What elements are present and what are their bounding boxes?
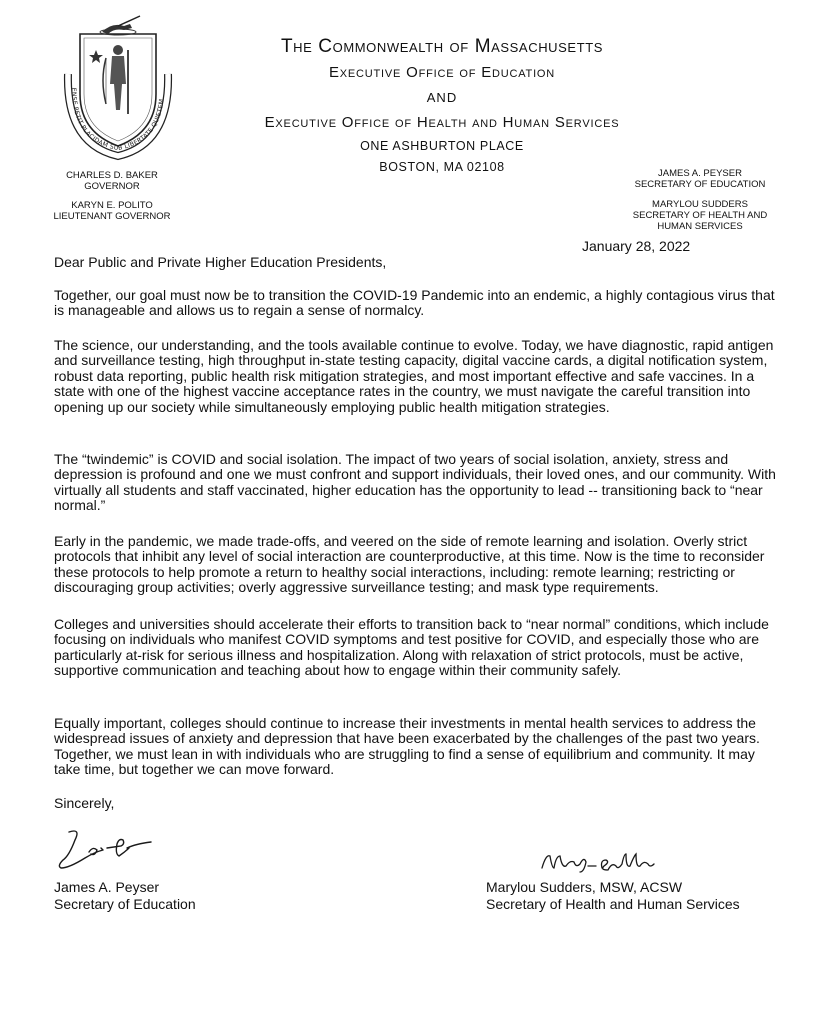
address-line1: ONE ASHBURTON PLACE — [360, 139, 524, 153]
signer-title: Secretary of Education — [54, 896, 196, 912]
body-paragraph-6 — [54, 716, 784, 778]
body-paragraph-3 — [54, 452, 784, 514]
paragraph-text: Early in the pandemic, we made trade-offs, and veered on the side of remote learning and isolation. Overly strict protocols that inhibit any level of social interaction are counterproductive, at this time. Now is the time to reconsider these protocols to help promote a return to healthy social interactions, including: remote learning; restricting or discouraging group activities; overly aggressive surveillance testing; and mask type requirements. — [54, 533, 765, 596]
body-paragraph-1 — [54, 288, 784, 319]
letter-date: January 28, 2022 — [582, 238, 691, 254]
seal-motto: ENSE PETIT PLACIDAM SUB LIBERTATE QUIETEM — [69, 87, 166, 153]
office-health-heading: Executive Office of Health and Human Services — [264, 114, 620, 131]
signer-peyser — [54, 879, 196, 913]
governor-block — [50, 170, 174, 192]
salutation: Dear Public and Private Higher Education Presidents, — [54, 254, 387, 270]
body-paragraph-2 — [54, 338, 784, 415]
paragraph-text: Equally important, colleges should continue to increase their investments in mental health services to address the widespread issues of anxiety and depression that have been exacerbated by the challenges of the past two years. Together, we must lean in with individuals who are struggling to find a sense of equilibrium and community. It may take time, but together we can move forward. — [54, 715, 760, 778]
massachusetts-seal-icon — [62, 14, 174, 164]
official-name: JAMES A. PEYSER — [658, 168, 742, 179]
lieutenant-governor-block — [50, 200, 174, 222]
paragraph-text: The “twindemic” is COVID and social isolation. The impact of two years of social isolation, anxiety, stress and depression is profound and one we must confront and support individuals, their loved ones, and our community. With virtually all students and staff vaccinated, higher education has the opportunity to lead -- transitioning back to “near normal.” — [54, 451, 776, 514]
official-title: GOVERNOR — [84, 181, 140, 192]
official-title: HUMAN SERVICES — [657, 221, 743, 232]
office-education-heading: Executive Office of Education — [328, 64, 556, 81]
paragraph-text: Together, our goal must now be to transition the COVID-19 Pandemic into an endemic, a highly contagious virus that is manageable and allows us to regain a sense of normalcy. — [54, 287, 775, 319]
signer-sudders — [486, 879, 740, 913]
signer-name: James A. Peyser — [54, 879, 160, 895]
address-line2: BOSTON, MA 02108 — [379, 160, 505, 174]
body-paragraph-5 — [54, 617, 784, 679]
official-name: KARYN E. POLITO — [71, 200, 153, 211]
paragraph-text: The science, our understanding, and the tools available continue to evolve. Today, we have diagnostic, rapid antigen and surveillance testing, high throughput in-state testing capacity, digital vaccine cards, a digital notification system, robust data reporting, public health risk mitigation strategies, and most important effective and safe vaccines. In a state with one of the highest vaccine acceptance rates in the country, we must navigate the careful transition into opening up our society while simultaneously employing public health mitigation strategies. — [54, 337, 774, 415]
official-title: LIEUTENANT GOVERNOR — [53, 211, 171, 222]
official-title: SECRETARY OF EDUCATION — [634, 179, 766, 190]
official-name: CHARLES D. BAKER — [66, 170, 158, 181]
paragraph-text: Colleges and universities should accelerate their efforts to transition back to “near normal” conditions, which include focusing on individuals who manifest COVID symptoms and test positive for COVID, and especially those who are particularly at-risk for serious illness and hospitalization. Along with relaxation of strict protocols, must be active, supportive communication and teaching about how to engage within their community safely. — [54, 616, 769, 679]
closing: Sincerely, — [54, 795, 115, 811]
peyser-signature-image — [55, 826, 155, 870]
body-paragraph-4 — [54, 534, 784, 596]
official-title: SECRETARY OF HEALTH AND — [632, 210, 768, 221]
secretary-health-block — [620, 199, 780, 232]
and-heading: AND — [426, 90, 458, 105]
signer-title: Secretary of Health and Human Services — [486, 896, 740, 912]
signer-name: Marylou Sudders, MSW, ACSW — [486, 879, 683, 895]
secretary-education-block — [620, 168, 780, 190]
commonwealth-heading: The Commonwealth of Massachusetts — [280, 36, 604, 57]
official-name: MARYLOU SUDDERS — [652, 199, 748, 210]
sudders-signature-image — [540, 848, 660, 874]
